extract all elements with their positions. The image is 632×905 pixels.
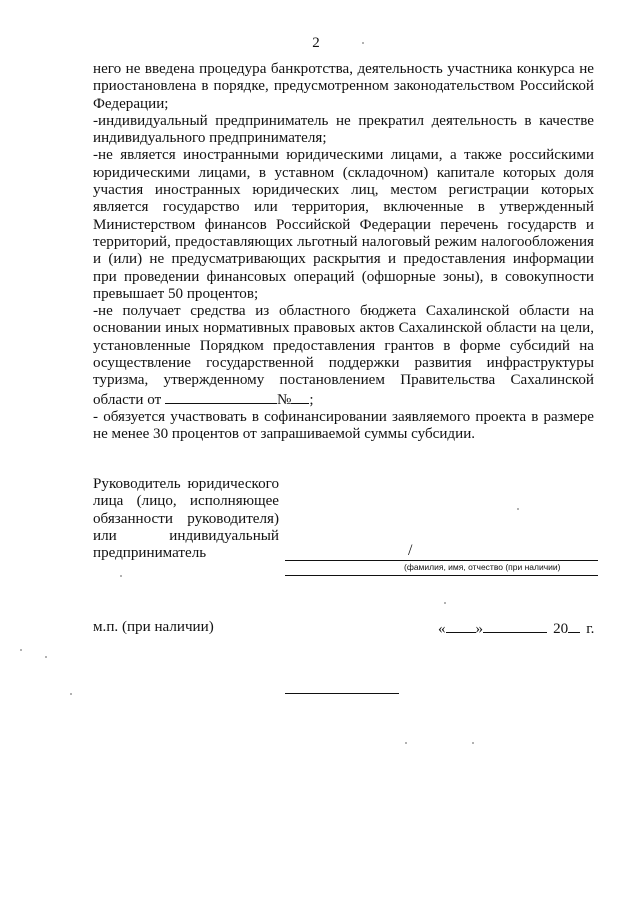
scan-speck — [120, 575, 122, 577]
footer-rule — [285, 693, 399, 694]
paragraph-bankruptcy: него не введена процедура банкротства, деятельность участника конкурса не приостановлена в порядке, предусмотренном законодательством Российской Федерации; — [93, 61, 594, 112]
scan-speck — [362, 42, 364, 44]
regional-budget-end: ; — [309, 391, 314, 408]
year-prefix: 20 — [553, 621, 569, 637]
day-blank — [446, 619, 476, 633]
scan-speck — [517, 508, 519, 510]
regional-budget-text: -не получает средства из областного бюджета Сахалинской области на основании иных нормативных правовых актов Сахалинской области на цели, установленные Порядком предоставления грантов в форме субсидий на осуществление государственной поддержки развития инфраструктуры туризма, утвержденному постановлением Правительства Сахалинской области от — [93, 303, 594, 408]
paragraph-entrepreneur-activity: -индивидуальный предприниматель не прекратил деятельность в качестве индивидуального предпринимателя; — [93, 112, 594, 147]
stamp-label: м.п. (при наличии) — [93, 619, 214, 635]
number-sign: № — [276, 391, 292, 408]
signer-label: Руководитель юридического лица (лицо, исполняющее обязанности руководителя) или индивидуальный предприниматель — [93, 476, 279, 562]
scan-speck — [472, 742, 474, 744]
paragraph-cofinancing: - обязуется участвовать в софинансировании заявляемого проекта в размере не менее 30 процентов от запрашиваемой суммы субсидии. — [93, 408, 594, 443]
page-number: 2 — [312, 35, 320, 51]
scan-speck — [20, 649, 22, 651]
document-body — [93, 61, 594, 444]
date-field — [438, 619, 594, 638]
signature-slash: / — [408, 542, 413, 559]
date-open-quote: « — [438, 621, 446, 637]
paragraph-foreign-entities: -не является иностранными юридическими лицами, а также российскими юридическими лицами, в уставном (складочном) капитале которых доля участия иностранных юридических лиц, местом регистрации которых является государство или территория, включенные в утвержденный Министерством финансов Российской Федерации перечень государств и территорий, предоставляющих льготный налоговый режим налогообложения и (или) не предусматривающих раскрытия и предоставления информации при проведении финансовых операций (офшорные зоны), в совокупности превышает 50 процентов; — [93, 147, 594, 302]
scan-speck — [444, 602, 446, 604]
decree-date-blank — [165, 390, 277, 404]
month-blank — [483, 619, 547, 633]
scan-speck — [405, 742, 407, 744]
date-close-quote: » — [475, 621, 484, 637]
decree-number-blank — [291, 390, 309, 404]
signature-caption: (фамилия, имя, отчество (при наличии) — [404, 562, 561, 572]
signature-line — [285, 560, 598, 561]
signer-title — [93, 476, 279, 562]
year-suffix: г. — [586, 621, 595, 637]
scan-speck — [70, 693, 72, 695]
year-blank — [568, 619, 580, 633]
paragraph-regional-budget — [93, 303, 594, 409]
scan-speck — [45, 656, 47, 658]
signature-underline — [285, 575, 598, 576]
